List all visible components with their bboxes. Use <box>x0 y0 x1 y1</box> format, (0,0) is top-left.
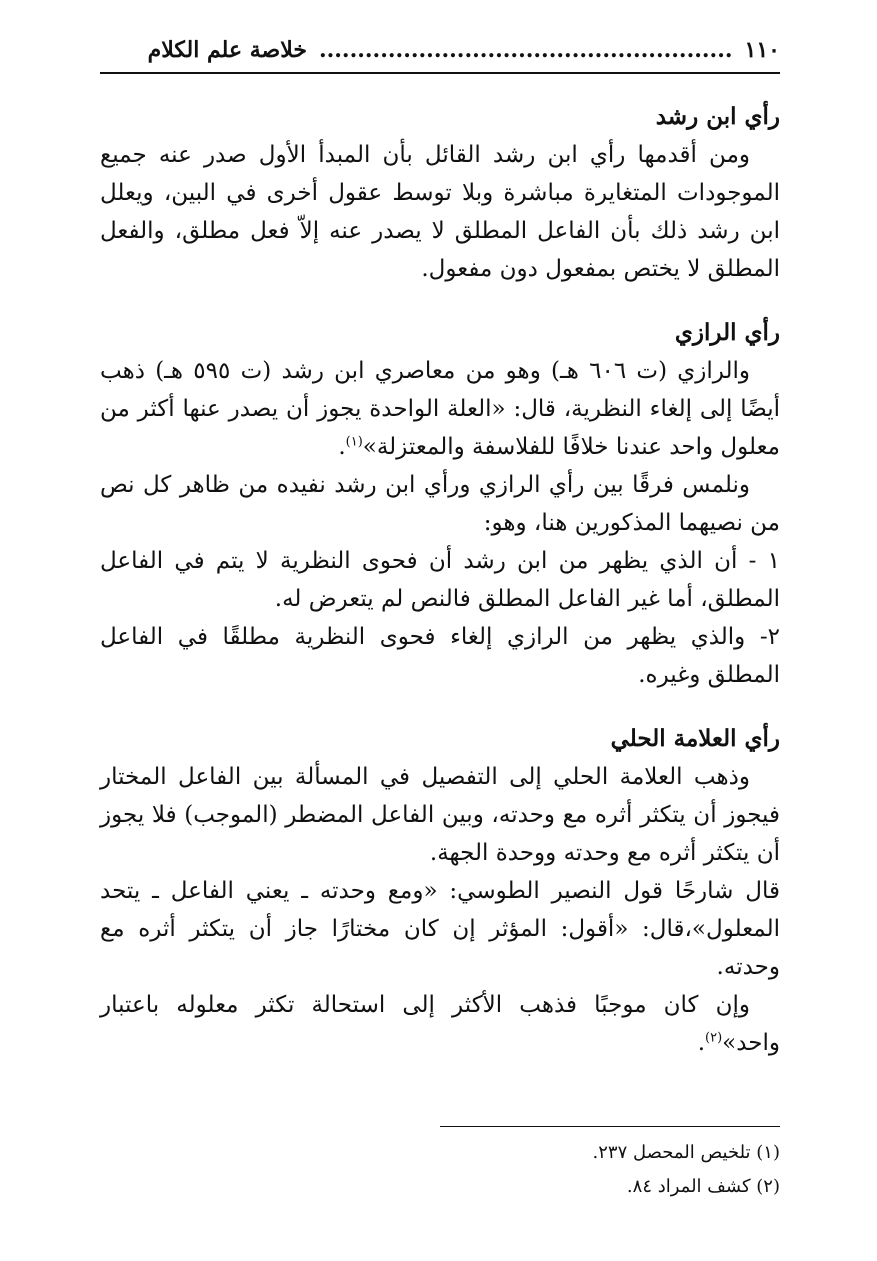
footnotes <box>100 1136 780 1204</box>
footnote-rule <box>440 1126 780 1127</box>
section-razi <box>100 314 780 694</box>
header-dot-leader: ...................................................... <box>318 37 733 63</box>
list-item: ٢- والذي يظهر من الرازي إلغاء فحوى النظرية مطلقًا في الفاعل المطلق وغيره. <box>100 624 780 688</box>
paragraph <box>100 986 780 1062</box>
paragraph: قال شارحًا قول النصير الطوسي: «ومع وحدته ـ يعني الفاعل ـ يتحد المعلول»،قال: «أقول: المؤثر إن كان مختارًا جاز أن يتكثر أثره مع وحدته. <box>100 878 780 980</box>
paragraph-end: . <box>338 434 346 460</box>
section-heading: رأي ابن رشد <box>655 103 780 130</box>
paragraph: ومن أقدمها رأي ابن رشد القائل بأن المبدأ الأول صدر عنه جميع الموجودات المتغايرة مباشرة وبلا توسط عقول أخرى في البين، ويعلل ابن رشد ذلك بأن الفاعل المطلق لا يصدر عنه إلاّ فعل مطلق، والفعل المطلق لا يختص بمفعول دون مفعول. <box>100 142 780 282</box>
section-heading: رأي الرازي <box>674 319 780 346</box>
section-heading: رأي العلامة الحلي <box>610 725 780 752</box>
paragraph-text: والرازي (ت ٦٠٦ هـ) وهو من معاصري ابن رشد (ت ٥٩٥ هـ) ذهب أيضًا إلى إلغاء النظرية، قال: «العلة الواحدة يجوز أن يصدر عنها أكثر من معلول واحد عندنا خلافًا للفلاسفة والمعتزلة» <box>100 358 780 460</box>
book-title: خلاصة علم الكلام <box>147 37 307 63</box>
list-item: ١ - أن الذي يظهر من ابن رشد أن فحوى النظرية لا يتم في الفاعل المطلق، أما غير الفاعل المطلق فالنص لم يتعرض له. <box>100 548 780 612</box>
paragraph: وذهب العلامة الحلي إلى التفصيل في المسألة بين الفاعل المختار فيجوز أن يتكثر أثره مع وحدته، وبين الفاعل المضطر (الموجب) فلا يجوز أن يتكثر أثره مع وحدته ووحدة الجهة. <box>100 764 780 866</box>
paragraph: ونلمس فرقًا بين رأي الرازي ورأي ابن رشد نفيده من ظاهر كل نص من نصيهما المذكورين هنا، وهو: <box>100 472 780 536</box>
paragraph-end: . <box>697 1030 705 1056</box>
paragraph <box>100 352 780 466</box>
paragraph-text: وإن كان موجبًا فذهب الأكثر إلى استحالة تكثر معلوله باعتبار واحد» <box>100 992 780 1056</box>
footnote: (١) تلخيص المحصل ٢٣٧. <box>592 1142 780 1163</box>
page-body <box>100 98 780 1088</box>
section-hilli <box>100 720 780 1062</box>
running-header <box>100 30 780 70</box>
footnote-marker: (١) <box>345 434 363 450</box>
footnote: (٢) كشف المراد ٨٤. <box>626 1176 780 1197</box>
section-ibn-rushd <box>100 98 780 288</box>
page-number: ١١٠ <box>744 37 780 63</box>
footnote-marker: (٢) <box>705 1030 723 1046</box>
header-rule <box>100 72 780 74</box>
